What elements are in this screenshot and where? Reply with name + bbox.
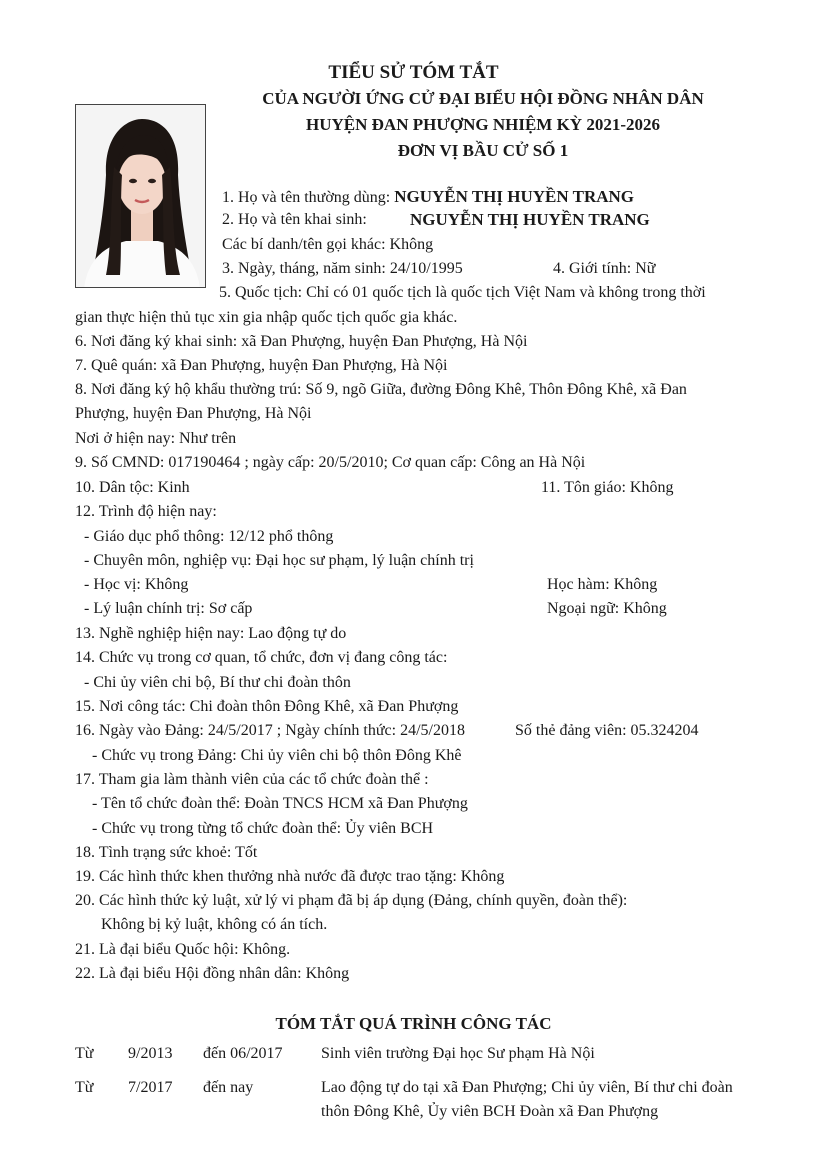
- organizations-heading: 17. Tham gia làm thành viên của các tổ chức đoàn thể :: [75, 771, 429, 788]
- academic-rank-line: Học hàm: Không: [547, 576, 658, 593]
- organization-name-line: - Tên tổ chức đoàn thể: Đoàn TNCS HCM xã Đan Phượng: [92, 795, 468, 812]
- id-card-line: 9. Số CMND: 017190464 ; ngày cấp: 20/5/2010; Cơ quan cấp: Công an Hà Nội: [75, 454, 586, 471]
- discipline-value: Không bị kỷ luật, không có án tích.: [101, 916, 328, 933]
- common-name-value: NGUYỄN THỊ HUYỀN TRANG: [394, 187, 635, 206]
- dob-line: 3. Ngày, tháng, năm sinh: 24/10/1995: [222, 260, 463, 277]
- occupation-line: 13. Nghề nghiệp hiện nay: Lao động tự do: [75, 625, 347, 642]
- party-position-line: - Chức vụ trong Đảng: Chi ủy viên chi bộ thôn Đông Khê: [92, 747, 462, 764]
- religion-line: 11. Tôn giáo: Không: [541, 479, 674, 496]
- career-row-1-from: 9/2013: [128, 1045, 173, 1062]
- gender-line: 4. Giới tính: Nữ: [553, 260, 656, 277]
- discipline-heading: 20. Các hình thức kỷ luật, xử lý vi phạm đã bị áp dụng (Đảng, chính quyền, đoàn thể):: [75, 892, 628, 909]
- career-row-2-from-label: Từ: [75, 1079, 94, 1096]
- document-subtitle-1: CỦA NGƯỜI ỨNG CỬ ĐẠI BIỂU HỘI ĐỒNG NHÂN DÂN: [262, 89, 704, 108]
- residence-line-1: 8. Nơi đăng ký hộ khẩu thường trú: Số 9, ngõ Giữa, đường Đông Khê, Thôn Đông Khê, xã Đan: [75, 381, 687, 398]
- professional-line: - Chuyên môn, nghiệp vụ: Đại học sư phạm, lý luận chính trị: [84, 552, 474, 569]
- document-title: TIỂU SỬ TÓM TẮT: [328, 62, 499, 83]
- birth-name-row: [222, 211, 367, 229]
- career-row-2-from: 7/2017: [128, 1079, 173, 1096]
- residence-line-2: Phượng, huyện Đan Phượng, Hà Nội: [75, 405, 312, 422]
- hometown-line: 7. Quê quán: xã Đan Phượng, huyện Đan Phượng, Hà Nội: [75, 357, 448, 374]
- birth-name-value: NGUYỄN THỊ HUYỀN TRANG: [410, 210, 650, 229]
- nationality-line-1: 5. Quốc tịch: Chỉ có 01 quốc tịch là quốc tịch Việt Nam và không trong thời: [219, 284, 706, 301]
- nationality-line-2: gian thực hiện thủ tục xin gia nhập quốc tịch quốc gia khác.: [75, 309, 458, 326]
- foreign-language-line: Ngoại ngữ: Không: [547, 600, 667, 617]
- current-residence-line: Nơi ở hiện nay: Như trên: [75, 430, 237, 447]
- ethnicity-line: 10. Dân tộc: Kinh: [75, 479, 190, 496]
- health-line: 18. Tình trạng sức khoẻ: Tốt: [75, 844, 258, 861]
- career-row-2-to: đến nay: [203, 1079, 254, 1096]
- education-heading: 12. Trình độ hiện nay:: [75, 503, 217, 520]
- general-education-line: - Giáo dục phổ thông: 12/12 phổ thông: [84, 528, 334, 545]
- political-theory-line: - Lý luận chính trị: Sơ cấp: [84, 600, 253, 617]
- party-card-line: Số thẻ đảng viên: 05.324204: [515, 722, 699, 739]
- career-row-1-to: đến 06/2017: [203, 1045, 283, 1062]
- document-subtitle-3: ĐƠN VỊ BẦU CỬ SỐ 1: [397, 141, 569, 160]
- position-value: - Chi ủy viên chi bộ, Bí thư chi đoàn thôn: [84, 674, 351, 691]
- career-row-1-from-label: Từ: [75, 1045, 94, 1062]
- awards-line: 19. Các hình thức khen thưởng nhà nước đã được trao tặng: Không: [75, 868, 505, 885]
- position-heading: 14. Chức vụ trong cơ quan, tổ chức, đơn vị đang công tác:: [75, 649, 448, 666]
- workplace-line: 15. Nơi công tác: Chi đoàn thôn Đông Khê, xã Đan Phượng: [75, 698, 459, 715]
- common-name-label: 1. Họ và tên thường dùng:: [222, 189, 391, 206]
- document-subtitle-2: HUYỆN ĐAN PHƯỢNG NHIỆM KỲ 2021-2026: [306, 115, 660, 134]
- organization-position-line: - Chức vụ trong từng tổ chức đoàn thể: Ủy viên BCH: [92, 820, 434, 837]
- alias-line: Các bí danh/tên gọi khác: Không: [222, 236, 434, 253]
- common-name-row: [222, 187, 634, 207]
- party-date-line: 16. Ngày vào Đảng: 24/5/2017 ; Ngày chính thức: 24/5/2018: [75, 722, 465, 739]
- career-title: TÓM TẮT QUÁ TRÌNH CÔNG TÁC: [275, 1014, 552, 1033]
- birthplace-line: 6. Nơi đăng ký khai sinh: xã Đan Phượng, huyện Đan Phượng, Hà Nội: [75, 333, 528, 350]
- career-row-2-description-2: thôn Đông Khê, Ủy viên BCH Đoàn xã Đan Phượng: [321, 1103, 659, 1120]
- career-row-2-description-1: Lao động tự do tại xã Đan Phượng; Chi ủy viên, Bí thư chi đoàn: [321, 1079, 733, 1096]
- birth-name-label: 2. Họ và tên khai sinh:: [222, 211, 367, 228]
- career-row-1-description: Sinh viên trường Đại học Sư phạm Hà Nội: [321, 1045, 595, 1062]
- national-assembly-line: 21. Là đại biểu Quốc hội: Không.: [75, 941, 291, 958]
- degree-line: - Học vị: Không: [84, 576, 189, 593]
- people-council-line: 22. Là đại biểu Hội đồng nhân dân: Không: [75, 965, 350, 982]
